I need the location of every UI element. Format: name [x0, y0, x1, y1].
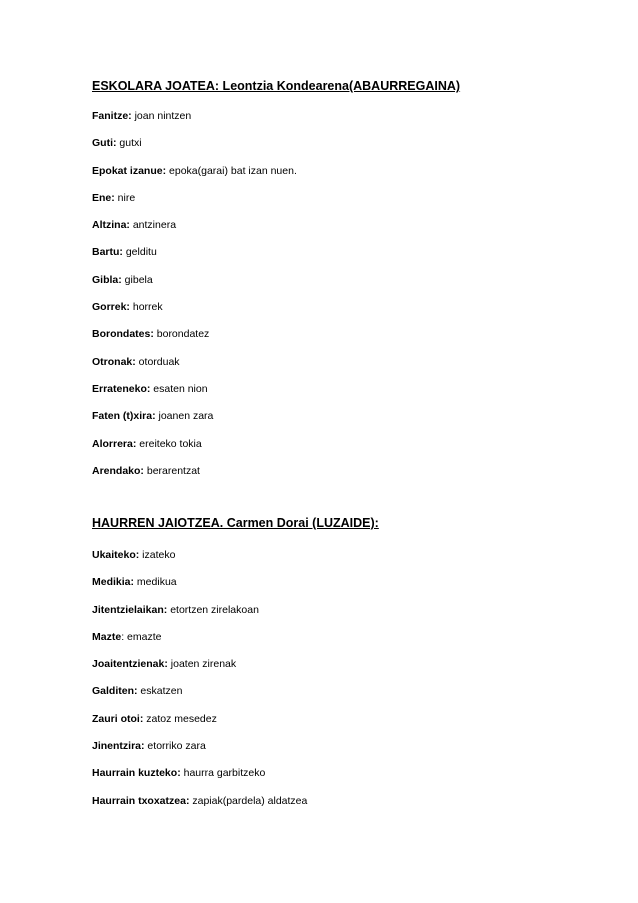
glossary-entry [92, 684, 307, 711]
glossary-entry [92, 794, 307, 821]
glossary-definition: nire [114, 191, 136, 204]
glossary-term: Jitentzielaikan: [92, 603, 168, 616]
glossary-term: Gorrek: [92, 301, 130, 314]
glossary-entry [92, 327, 297, 354]
glossary-entry [92, 657, 307, 684]
glossary-definition: etorriko zara [144, 740, 206, 753]
glossary-definition: borondatez [153, 328, 210, 341]
glossary-entry [92, 136, 297, 163]
section-heading: ESKOLARA JOATEA: Leontzia Kondearena(ABAURREGAINA) [92, 79, 461, 93]
glossary-term: Ene: [92, 191, 115, 204]
glossary-definition: zapiak(pardela) aldatzea [189, 794, 308, 807]
glossary-entry [92, 109, 297, 136]
glossary-definition: horrek [129, 301, 163, 314]
glossary-entry [92, 245, 297, 272]
glossary-term: Bartu: [92, 246, 123, 259]
glossary-term: Alorrera: [92, 437, 137, 450]
glossary-term: Arendako: [92, 464, 144, 477]
glossary-definition: ereiteko tokia [136, 437, 202, 450]
glossary-entry [92, 300, 297, 327]
glossary-term: Epokat izanue: [92, 164, 167, 177]
glossary-term: Ukaiteko: [92, 549, 140, 561]
glossary-entry [92, 548, 307, 575]
glossary-term: Guti: [92, 137, 117, 150]
glossary-entry [92, 409, 297, 436]
glossary-definition: medikua [134, 576, 177, 589]
glossary-definition: otorduak [135, 355, 180, 368]
glossary-entry [92, 603, 307, 630]
glossary-term: Fanitze: [92, 110, 132, 122]
glossary-list [92, 548, 307, 821]
glossary-definition: antzinera [129, 219, 177, 232]
glossary-entry [92, 218, 297, 245]
glossary-definition: : emazte [121, 630, 162, 643]
glossary-definition: zatoz mesedez [143, 712, 217, 725]
glossary-entry [92, 630, 307, 657]
glossary-entry [92, 164, 297, 191]
glossary-definition: eskatzen [137, 685, 183, 698]
glossary-definition: etortzen zirelakoan [167, 603, 259, 616]
glossary-term: Jinentzira: [92, 740, 145, 753]
glossary-term: Haurrain txoxatzea: [92, 794, 190, 807]
glossary-entry [92, 355, 297, 382]
glossary-term: Faten (t)xira: [92, 410, 156, 423]
glossary-term: Otronak: [92, 355, 136, 368]
glossary-definition: gutxi [116, 137, 142, 150]
glossary-definition: izateko [139, 549, 176, 561]
glossary-definition: berarentzat [143, 464, 200, 477]
glossary-entry [92, 712, 307, 739]
glossary-definition: haurra garbitzeko [180, 767, 266, 780]
glossary-definition: joanen zara [155, 410, 214, 423]
glossary-term: Medikia: [92, 576, 135, 589]
glossary-term: Errateneko: [92, 382, 151, 395]
glossary-definition: joaten zirenak [167, 658, 237, 671]
glossary-definition: gibela [121, 273, 153, 286]
glossary-term: Haurrain kuzteko: [92, 767, 181, 780]
glossary-term: Zauri otoi: [92, 712, 144, 725]
glossary-entry [92, 575, 307, 602]
glossary-term: Joaitentzienak: [92, 658, 168, 671]
glossary-definition: joan nintzen [131, 110, 192, 122]
glossary-term: Mazte [92, 630, 122, 643]
section-heading: HAURREN JAIOTZEA. Carmen Dorai (LUZAIDE): [92, 516, 379, 530]
glossary-definition: epoka(garai) bat izan nuen. [166, 164, 297, 177]
glossary-term: Galditen: [92, 685, 138, 698]
glossary-entry [92, 382, 297, 409]
glossary-definition: gelditu [122, 246, 157, 259]
glossary-entry [92, 191, 297, 218]
glossary-entry [92, 739, 307, 766]
glossary-entry [92, 766, 307, 793]
glossary-term: Borondates: [92, 328, 154, 341]
glossary-term: Gibla: [92, 273, 122, 286]
glossary-term: Altzina: [92, 219, 130, 232]
glossary-list [92, 109, 297, 491]
glossary-entry [92, 273, 297, 300]
glossary-definition: esaten nion [150, 382, 208, 395]
glossary-entry [92, 437, 297, 464]
glossary-entry [92, 464, 297, 491]
